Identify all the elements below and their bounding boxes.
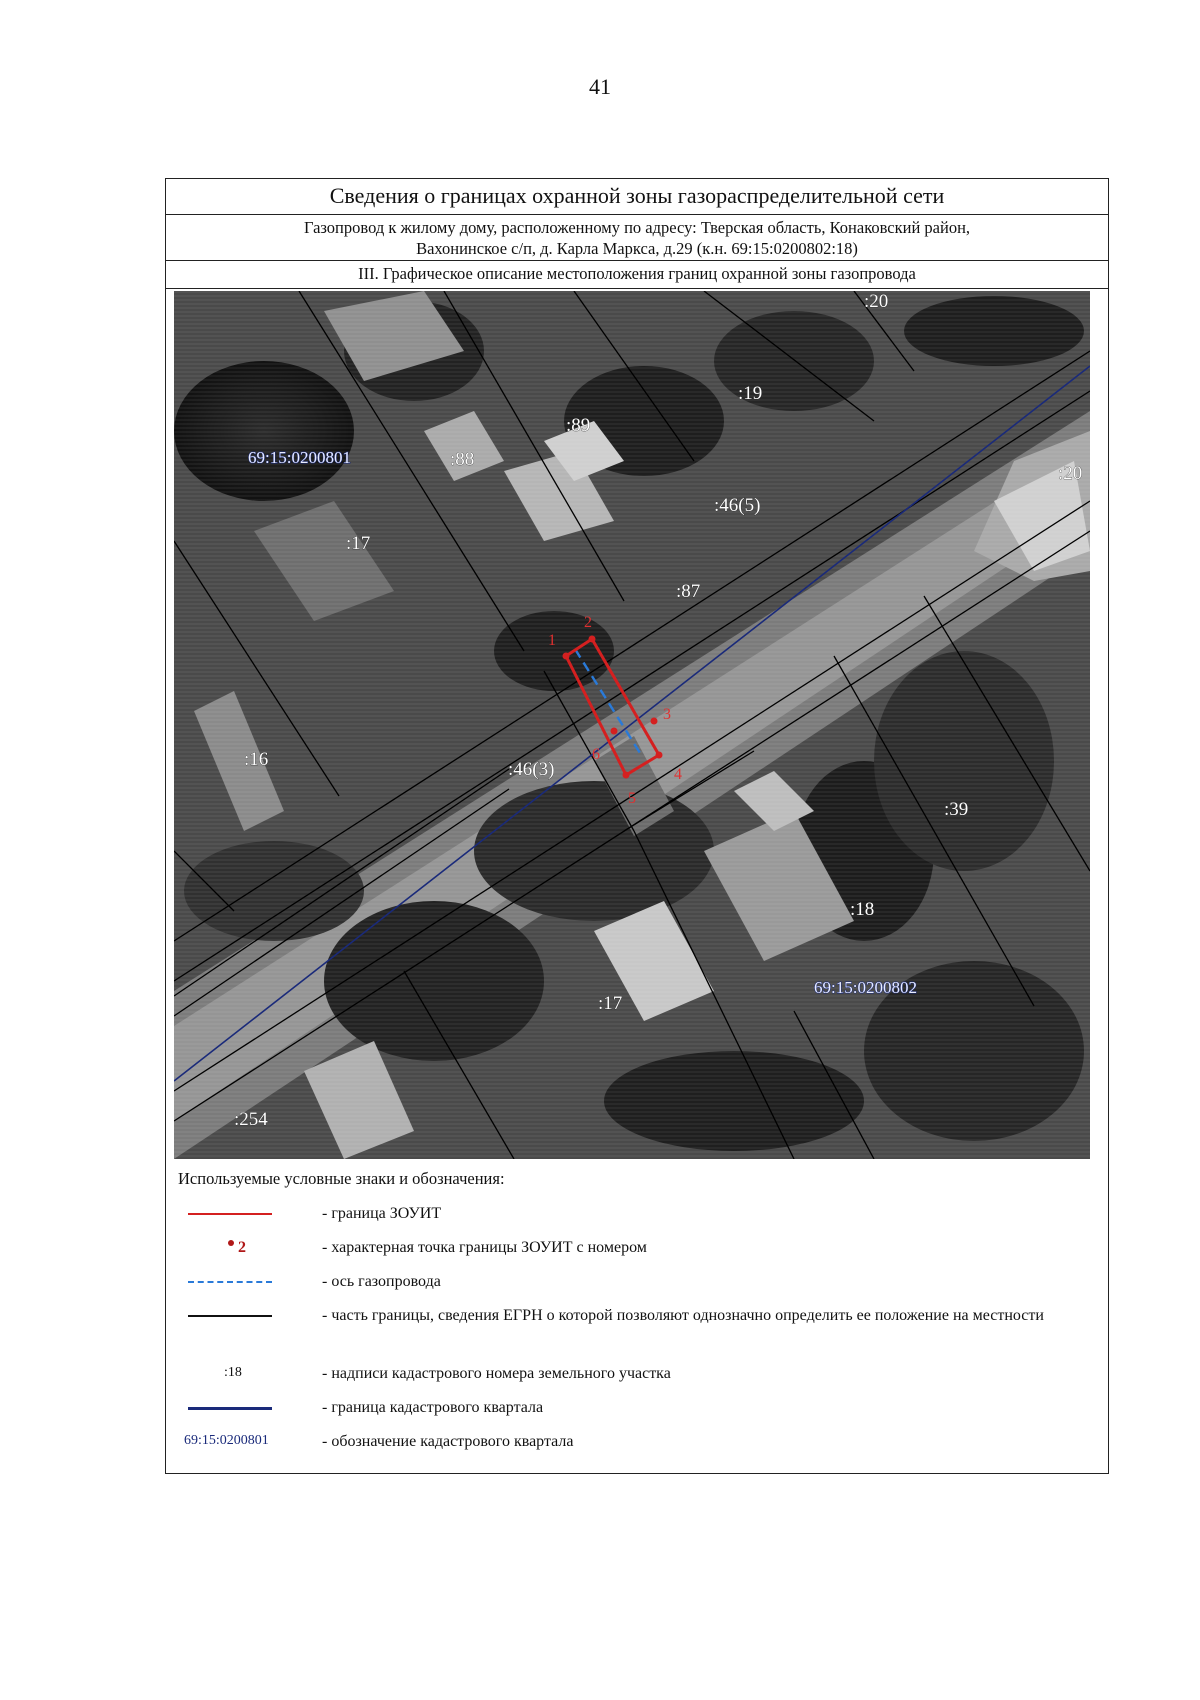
parcel-label-symbol [188, 1363, 288, 1383]
quarter-label: 69:15:0200801 [248, 448, 351, 467]
boundary-point-4 [656, 752, 663, 759]
boundary-point-2 [589, 636, 596, 643]
point-label-1: 1 [548, 632, 556, 649]
legend-text: - характерная точка границы ЗОУИТ с номером [322, 1239, 647, 1256]
sheet-title: Сведения о границах охранной зоны газораспределительной сети [166, 179, 1108, 215]
red-point-symbol [188, 1237, 288, 1257]
blue-dashed-line-symbol [188, 1281, 272, 1283]
object-description [166, 215, 1108, 261]
legend-text: - надписи кадастрового номера земельного участка [322, 1365, 671, 1382]
boundary-point-1 [563, 653, 570, 660]
boundary-point-3 [651, 718, 658, 725]
point-label-5: 5 [628, 790, 636, 807]
aerial-map [174, 291, 1090, 1159]
parcel-label: :19 [738, 383, 763, 404]
point-label-4: 4 [674, 766, 682, 783]
point-label-6: 6 [592, 746, 600, 763]
point-label-3: 3 [663, 706, 671, 723]
parcel-label: :20 [1058, 463, 1083, 484]
navy-line-symbol [188, 1407, 272, 1410]
section-title: III. Графическое описание местоположения границ охранной зоны газопровода [166, 261, 1108, 289]
parcel-label: :17 [346, 533, 371, 554]
parcel-label: :17 [598, 993, 623, 1014]
legend-title: Используемые условные знаки и обозначения: [178, 1169, 505, 1188]
quarter-label-sample: 69:15:0200801 [184, 1433, 269, 1448]
parcel-label: :254 [234, 1109, 268, 1130]
boundary-point-6 [611, 728, 618, 735]
black-line-symbol [188, 1315, 272, 1317]
parcel-label: :89 [566, 415, 591, 436]
parcel-label-sample: :18 [224, 1365, 242, 1380]
parcel-label: :88 [450, 449, 475, 470]
parcel-label: :46(5) [714, 495, 761, 516]
boundary-point-5 [623, 772, 630, 779]
object-line-2: Вахонинское с/п, д. Карла Маркса, д.29 (к.н. 69:15:0200802:18) [416, 239, 858, 258]
object-line-1: Газопровод к жилому дому, расположенному по адресу: Тверская область, Конаковский район, [303, 218, 971, 237]
quarter-label: 69:15:0200802 [814, 978, 917, 997]
parcel-label: :87 [676, 581, 701, 602]
point-label-2: 2 [584, 614, 592, 631]
parcel-label: :39 [944, 799, 969, 820]
point-symbol-number: 2 [238, 1239, 246, 1256]
legend-text: - граница кадастрового квартала [322, 1399, 544, 1416]
parcel-label: :46(3) [508, 759, 555, 780]
legend-text: - граница ЗОУИТ [322, 1205, 442, 1222]
red-line-symbol [188, 1213, 272, 1215]
legend-text: - ось газопровода [322, 1273, 441, 1290]
legend-text: - часть границы, сведения ЕГРН о которой позволяют однозначно определить ее положение на местности [322, 1307, 1044, 1324]
legend-text: - обозначение кадастрового квартала [322, 1433, 574, 1450]
map-sheet [165, 178, 1109, 1474]
parcel-label: :16 [244, 749, 269, 770]
parcel-label: :20 [864, 291, 889, 312]
quarter-label-symbol [184, 1431, 314, 1451]
page-number: 41 [589, 74, 611, 99]
parcel-label: :18 [850, 899, 875, 920]
